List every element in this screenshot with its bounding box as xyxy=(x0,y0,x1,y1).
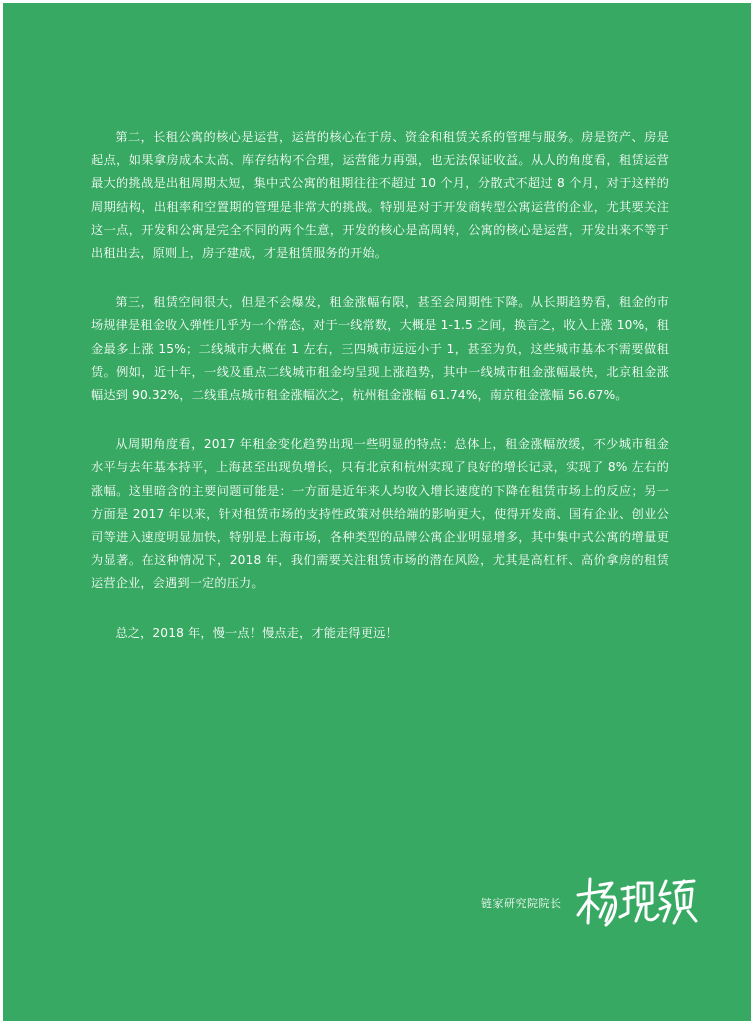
document-page xyxy=(3,3,751,1021)
signer-title: 链家研究院院长 xyxy=(481,897,562,910)
paragraph-third-point: 第三，租赁空间很大，但是不会爆发，租金涨幅有限，甚至会周期性下降。从长期趋势看，租金的市场规律是租金收入弹性几乎为一个常态，对于一线常数，大概是 1-1.5 之间，换言之，收入上涨 10%，租金最多上涨 15%；二线城市大概在 1 左右，三四城市远远小于 1，甚至为负，这些城市基本不需要做租赁。例如，近十年，一线及重点二线城市租金均呈现上涨趋势，其中一线城市租金涨幅最快，北京租金涨幅达到 90.32%，二线重点城市租金涨幅次之，杭州租金涨幅 61.74%，南京租金涨幅 56.67%。 xyxy=(91,295,669,403)
handwritten-signature xyxy=(574,875,700,931)
signature-block xyxy=(481,873,700,933)
document-body xyxy=(91,126,669,671)
paragraph-second-point: 第二，长租公寓的核心是运营，运营的核心在于房、资金和租赁关系的管理与服务。房是资产、房是起点，如果拿房成本太高、库存结构不合理，运营能力再强，也无法保证收益。从人的角度看，租赁运营最大的挑战是出租周期太短，集中式公寓的租期往往不超过 10 个月，分散式不超过 8 个月，对于这样的周期结构，出租率和空置期的管理是非常大的挑战。特别是对于开发商转型公寓运营的企业，尤其要关注这一点，开发和公寓是完全不同的两个生意，开发的核心是高周转，公寓的核心是运营，开发出来不等于出租出去，原则上，房子建成，才是租赁服务的开始。 xyxy=(91,130,669,261)
paragraph-cycle-analysis: 从周期角度看，2017 年租金变化趋势出现一些明显的特点：总体上，租金涨幅放缓，不少城市租金水平与去年基本持平，上海甚至出现负增长，只有北京和杭州实现了良好的增长记录，实现了 8% 左右的涨幅。这里暗含的主要问题可能是：一方面是近年来人均收入增长速度的下降在租赁市场上的反应；另一方面是 2017 年以来，针对租赁市场的支持性政策对供给端的影响更大，使得开发商、国有企业、创业公司等进入速度明显加快，特别是上海市场，各种类型的品牌公寓企业明显增多，其中集中式公寓的增量更为显著。在这种情况下，2018 年，我们需要关注租赁市场的潜在风险，尤其是高杠杆、高价拿房的租赁运营企业，会遇到一定的压力。 xyxy=(91,437,669,591)
paragraph-conclusion: 总之，2018 年，慢一点！慢点走，才能走得更远！ xyxy=(115,625,398,640)
